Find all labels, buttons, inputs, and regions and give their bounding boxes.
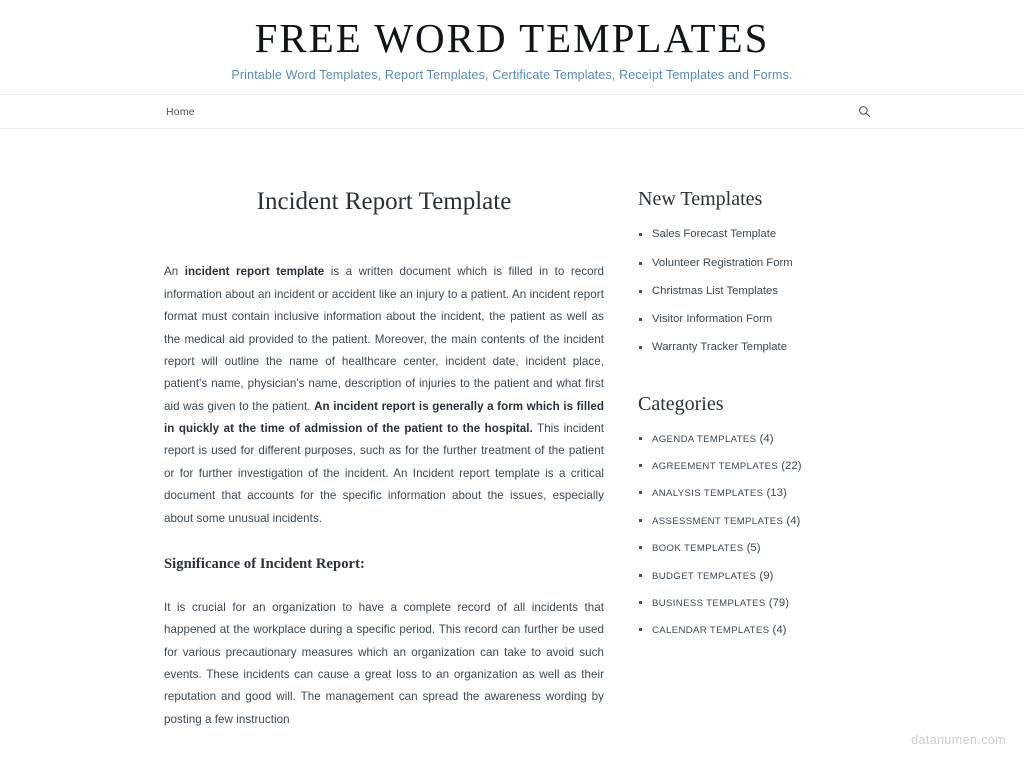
list-item[interactable] — [638, 486, 888, 501]
page-title: Incident Report Template — [256, 188, 512, 216]
new-template-link[interactable]: Christmas List Templates — [652, 284, 778, 297]
list-item[interactable] — [638, 312, 888, 327]
category-link[interactable]: BOOK TEMPLATES — [652, 543, 744, 555]
category-link[interactable]: AGENDA TEMPLATES — [652, 433, 757, 445]
category-count: (13) — [763, 487, 787, 500]
site-header — [0, 0, 1024, 82]
list-item[interactable] — [638, 227, 888, 242]
new-template-link[interactable]: Visitor Information Form — [652, 313, 773, 326]
category-count: (4) — [756, 432, 774, 445]
list-item[interactable] — [638, 432, 888, 447]
article-paragraph-2: It is crucial for an organization to have a complete record of all incidents that happened at the workplace during a specific period. This record can further be used for various precautionary measures which an organization can take to avoid such events. These incidents can cause a great loss to an organization as well as their reputation and good will. The management can spread the awareness wording by posting a few instruction — [164, 600, 604, 726]
category-link[interactable]: AGREEMENT TEMPLATES — [652, 461, 779, 473]
category-link[interactable]: CALENDAR TEMPLATES — [652, 625, 770, 637]
category-count: (9) — [756, 569, 774, 582]
category-count: (79) — [765, 596, 790, 609]
list-item[interactable] — [638, 459, 888, 474]
paragraph-1-text-3: This incident report is used for different purposes, such as for the further treatment of the patient or for further investigation of the incident. An Incident report template is a critical document that accounts for the specific information about the issues, especially about some unusual incidents. — [164, 422, 604, 525]
sidebar — [638, 187, 888, 674]
category-count: (22) — [778, 460, 802, 473]
primary-navigation — [0, 94, 1024, 129]
search-icon[interactable] — [856, 104, 872, 120]
category-link[interactable]: ANALYSIS TEMPLATES — [652, 488, 764, 500]
new-template-link[interactable]: Warranty Tracker Template — [652, 341, 787, 354]
category-count: (5) — [743, 542, 761, 555]
list-item[interactable] — [638, 596, 888, 611]
nav-link-home[interactable]: Home — [166, 105, 195, 118]
article-column — [164, 187, 604, 757]
new-template-link[interactable]: Sales Forecast Template — [652, 228, 777, 241]
content-wrap — [0, 129, 1024, 757]
paragraph-1-text-1: An — [164, 265, 185, 279]
category-count: (4) — [769, 624, 787, 637]
paragraph-1-text-2: is a written document which is filled in to record information about an incident or accident like an injury to a patient. An incident report format must contain inclusive information about the incident, the patient as well as the medical aid provided to the patient. Moreover, the main contents of the incident report will outline the name of healthcare center, incident date, incident place, patient's name, physician's name, description of injuries to the patient and what first aid was given to the patient. — [164, 265, 604, 413]
paragraph-1-bold-1: incident report template — [184, 265, 325, 279]
widget-title-new-templates: New Templates — [638, 188, 763, 211]
category-link[interactable]: ASSESSMENT TEMPLATES — [652, 515, 784, 527]
article-paragraph-1 — [164, 261, 604, 530]
widget-categories — [638, 392, 888, 639]
page-body — [0, 129, 1024, 757]
list-item[interactable] — [638, 284, 888, 299]
list-item[interactable] — [638, 256, 888, 271]
category-count: (4) — [783, 514, 801, 527]
new-templates-list — [638, 227, 888, 355]
category-link[interactable]: BUSINESS TEMPLATES — [652, 597, 766, 609]
section-heading: Significance of Incident Report: — [164, 555, 365, 572]
paragraph-1-bold-2: An incident report is generally a form which is filled in quickly at the time of admission of the patient to the hospital. — [164, 399, 604, 435]
list-item[interactable] — [638, 541, 888, 556]
watermark: datanumen.com — [911, 733, 1006, 747]
site-tagline: Printable Word Templates, Report Templates, Certificate Templates, Receipt Templates and Forms. — [231, 68, 793, 83]
nav-inner — [0, 104, 1024, 120]
list-item[interactable] — [638, 340, 888, 355]
widget-title-categories: Categories — [638, 392, 724, 415]
widget-new-templates — [638, 187, 888, 355]
site-title: FREE WORD TEMPLATES — [254, 15, 770, 61]
list-item[interactable] — [638, 569, 888, 584]
category-link[interactable]: BUDGET TEMPLATES — [652, 570, 757, 582]
list-item[interactable] — [638, 514, 888, 529]
categories-list — [638, 432, 888, 639]
nav-links — [166, 106, 195, 118]
list-item[interactable] — [638, 623, 888, 638]
new-template-link[interactable]: Volunteer Registration Form — [652, 256, 793, 269]
